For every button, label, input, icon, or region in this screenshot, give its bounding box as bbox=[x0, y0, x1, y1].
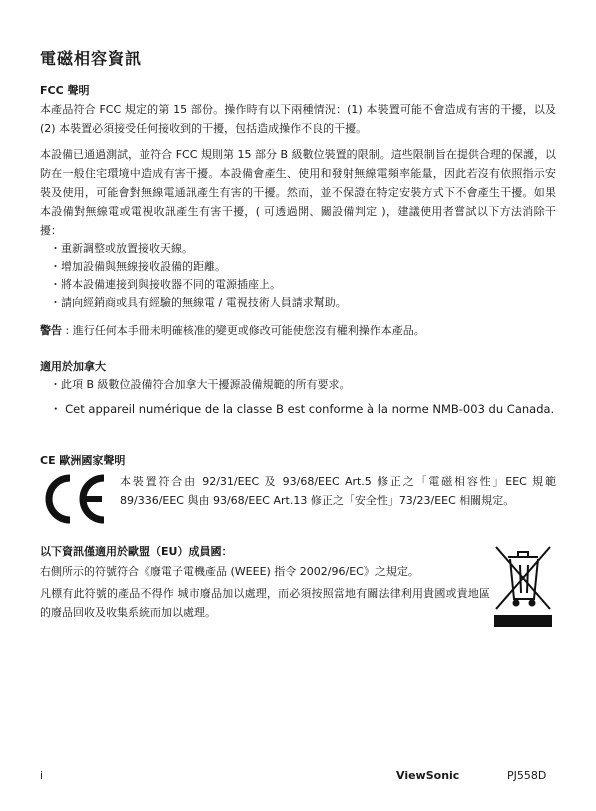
canada-item-2-text: Cet appareil numérique de la classe B est conforme à la norme NMB-003 du Canada. bbox=[65, 402, 555, 416]
canada-heading: 適用於加拿大 bbox=[40, 360, 106, 373]
list-item: ・ 請向經銷商或具有經驗的無線電 / 電視技術人員請求幫助。 bbox=[50, 294, 550, 312]
eu-paragraph-2: 凡標有此符號的產品不得作 城市廢品加以處理，而必須按照當地有關法律利用貴國或貴地區的廢品回收及收集系統而加以處理。 bbox=[40, 587, 490, 619]
fcc-bullet-list bbox=[50, 240, 550, 312]
page-title: 電磁相容資訊 bbox=[40, 49, 143, 68]
list-item: ・ 增加設備與無線接收設備的距離。 bbox=[50, 258, 550, 276]
ce-heading: CE 歐洲國家聲明 bbox=[40, 454, 126, 467]
brand-name: ViewSonic bbox=[396, 769, 460, 782]
warning-label: 警告 bbox=[40, 324, 62, 337]
eu-heading: 以下資訊僅適用於歐盟（EU）成員國： bbox=[40, 545, 233, 558]
list-item: ・ 此項 B 級數位設備符合加拿大干擾源設備規範的所有要求。 bbox=[50, 376, 550, 394]
fcc-paragraph-1: 本產品符合 FCC 規定的第 15 部份。操作時有以下兩種情況：(1) 本裝置可能不會造成有害的干擾，以及 (2) 本裝置必須接受任何接收到的干擾，包括造成操作不良的干擾。 bbox=[40, 103, 556, 135]
model-number: PJ558D bbox=[507, 769, 547, 782]
list-item: ・ 將本設備連接到與接收器不同的電源插座上。 bbox=[50, 276, 550, 294]
warning-text: : 進行任何本手冊未明確核准的變更或修改可能使您沒有權利操作本產品。 bbox=[62, 324, 425, 337]
fcc-heading: FCC 聲明 bbox=[40, 84, 90, 97]
canada-item-2: ・ Cet appareil numérique de la classe B est conforme à la norme NMB-003 du Canada. bbox=[50, 402, 555, 416]
page-number: i bbox=[40, 769, 44, 782]
weee-crossed-bin-icon bbox=[492, 543, 554, 629]
ce-text: 本裝置符合由 92/31/EEC 及 93/68/EEC Art.5 修正之「電磁相容性」EEC 規範 89/336/EEC 與由 93/68/EEC Art.13 修正之「安全性」73/23/EEC 相關規定。 bbox=[120, 475, 556, 507]
fcc-paragraph-2: 本設備已通過測試，並符合 FCC 規則第 15 部分 B 級數位裝置的限制。這些限制旨在提供合理的保護，以防在一般住宅環境中造成有害干擾。本設備會產生、使用和發射無線電頻率能量，因此若沒有依照指示安裝及使用，可能會對無線電通訊產生有害的干擾。然而，並不保證在特定安裝方式下不會產生干擾。如果本設備對無線電或電視收訊產生有害干擾，( 可透過開、關設備判定 )，建議使用者嘗試以下方法消除干擾： bbox=[40, 148, 556, 237]
fcc-warning bbox=[40, 321, 556, 340]
ce-mark-icon bbox=[40, 472, 110, 526]
eu-paragraph-1: 右側所示的符號符合《廢電子電機產品 (WEEE) 指令 2002/96/EC》之規定。 bbox=[40, 565, 419, 578]
list-item: ・ 重新調整或放置接收天線。 bbox=[50, 240, 550, 258]
canada-item-1 bbox=[50, 376, 550, 394]
